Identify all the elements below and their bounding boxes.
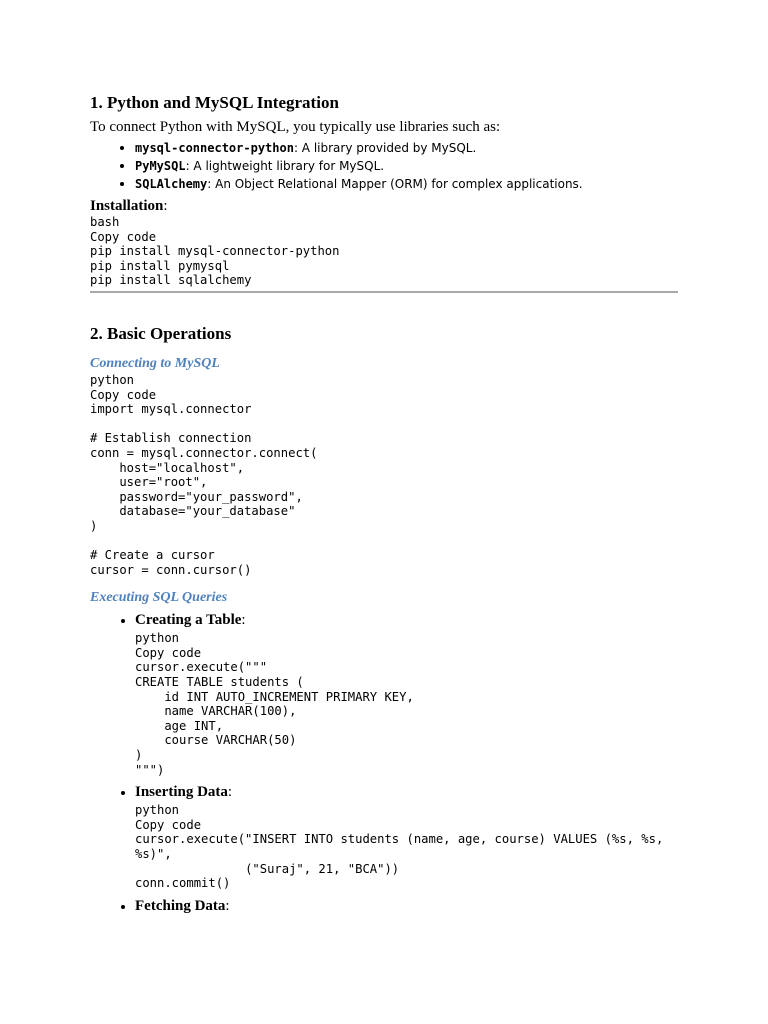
library-desc: : A lightweight library for MySQL.: [185, 159, 385, 173]
list-item: [135, 157, 678, 175]
library-name: SQLAlchemy: [135, 177, 208, 191]
spacer: [90, 293, 678, 323]
list-item: [135, 611, 678, 777]
list-item: [135, 897, 678, 915]
section-2-heading: 2. Basic Operations: [90, 323, 232, 343]
insert-data-code-block: python Copy code cursor.execute("INSERT INTO students (name, age, course) VALUES (%s, %s, %s)", ("Suraj", 21, "BCA")) conn.commit(): [135, 803, 664, 891]
library-name: PyMySQL: [135, 159, 186, 173]
library-desc: : An Object Relational Mapper (ORM) for complex applications.: [207, 177, 583, 191]
item-title: Fetching Data: [135, 897, 226, 914]
installation-label: [90, 197, 678, 215]
library-name: mysql-connector-python: [135, 141, 294, 155]
installation-label-text: Installation: [90, 198, 164, 214]
item-colon: :: [225, 897, 230, 914]
installation-colon: :: [163, 198, 168, 214]
document-page: [90, 92, 678, 915]
library-desc: : A library provided by MySQL.: [293, 141, 477, 155]
item-title: Creating a Table: [135, 612, 242, 629]
connecting-subheading: Connecting to MySQL: [90, 355, 220, 371]
connecting-code-block: python Copy code import mysql.connector # Establish connection conn = mysql.connector.connect( host="localhost", user="root", password="your_password", database="your_database" ) # Create a cursor cursor = conn.cursor(): [90, 372, 318, 577]
operations-list: [90, 611, 678, 915]
section-1-heading: 1. Python and MySQL Integration: [90, 93, 339, 112]
list-item: [135, 139, 678, 157]
item-colon: :: [241, 612, 246, 629]
list-item: [135, 175, 678, 193]
library-list: [90, 139, 678, 193]
list-item: [135, 783, 678, 891]
spacer: [90, 345, 678, 355]
item-title: Inserting Data: [135, 784, 228, 801]
executing-subheading: Executing SQL Queries: [90, 590, 228, 606]
spacer: [90, 577, 678, 589]
installation-code-block: bash Copy code pip install mysql-connector-python pip install pymysql pip install sqlalchemy: [90, 215, 340, 288]
item-colon: :: [227, 784, 233, 801]
section-1-intro: To connect Python with MySQL, you typically use libraries such as:: [90, 119, 501, 135]
create-table-code-block: python Copy code cursor.execute(""" CREATE TABLE students ( id INT AUTO_INCREMENT PRIMARY KEY, name VARCHAR(100), age INT, course VARCHAR(50) ) """): [135, 631, 414, 777]
